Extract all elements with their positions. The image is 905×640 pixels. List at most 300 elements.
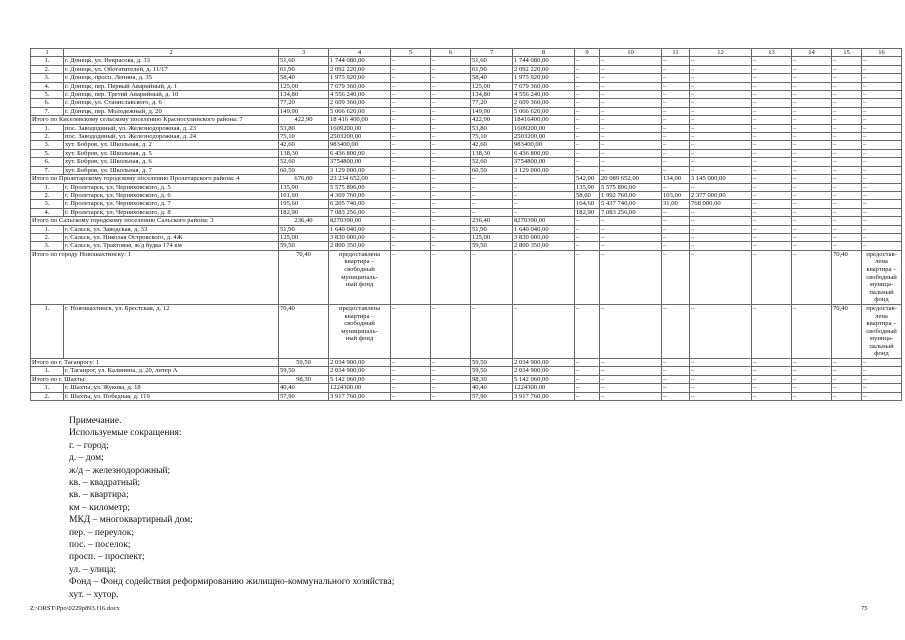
table-cell: 768 000,00 — [690, 200, 752, 208]
table-cell: 149,90 — [471, 107, 513, 115]
table-cell: 1 973 920,00 — [513, 74, 575, 82]
table-cell: 134,80 — [471, 91, 513, 99]
table-cell: – — [513, 200, 575, 208]
row-number-cell: 1. — [31, 57, 64, 65]
table-cell: – — [575, 250, 600, 304]
table-cell: – — [662, 57, 690, 65]
table-cell: 236,40 — [279, 217, 329, 225]
table-cell: 53,80 — [279, 124, 329, 132]
table-cell: – — [690, 367, 752, 375]
table-cell: – — [752, 208, 792, 216]
table-cell: – — [690, 141, 752, 149]
table-cell: 58,40 — [471, 74, 513, 82]
table-cell: 125,00 — [279, 82, 329, 90]
table-header-row — [31, 49, 902, 57]
table-cell: – — [690, 384, 752, 392]
row-number-cell: 3. — [31, 141, 64, 149]
table-cell: – — [862, 116, 902, 124]
table-cell: – — [600, 217, 662, 225]
housing-table — [30, 48, 902, 401]
table-cell: 51,60 — [279, 57, 329, 65]
table-row — [31, 82, 902, 90]
row-number-cell: 6. — [31, 99, 64, 107]
table-cell: – — [862, 91, 902, 99]
table-cell: – — [862, 124, 902, 132]
table-cell: – — [792, 175, 832, 183]
table-row — [31, 158, 902, 166]
table-cell: 18416400,00 — [513, 116, 575, 124]
column-number-header: 13 — [752, 49, 792, 57]
table-cell: 23 234 652,00 — [329, 175, 391, 183]
table-cell: – — [431, 91, 471, 99]
row-number-cell: 2. — [31, 191, 64, 199]
address-cell: г. Сальск, ул. Трактовая, ж/д будка 174 км — [64, 242, 279, 250]
table-cell: – — [431, 57, 471, 65]
table-cell: – — [690, 225, 752, 233]
table-cell: – — [391, 82, 431, 90]
table-cell: – — [662, 91, 690, 99]
subtotal-label: Итого по городу Новошахтинску: 1 — [31, 250, 279, 304]
row-number-cell: 3. — [31, 200, 64, 208]
table-cell: – — [662, 107, 690, 115]
row-number-cell: 1. — [31, 225, 64, 233]
table-cell: 1 973 920,00 — [329, 74, 391, 82]
table-cell: – — [662, 217, 690, 225]
table-cell: – — [752, 384, 792, 392]
table-cell: – — [752, 200, 792, 208]
table-cell: 7 083 256,00 — [600, 208, 662, 216]
table-cell: – — [690, 166, 752, 174]
table-cell: – — [862, 242, 902, 250]
table-cell: предоставлена квартира – свободный муниципаль- ный фонд — [329, 304, 391, 358]
table-cell: 53,80 — [471, 124, 513, 132]
table-cell: – — [513, 175, 575, 183]
table-cell: – — [431, 304, 471, 358]
table-cell: 59,50 — [279, 359, 329, 367]
column-number-header: 10 — [600, 49, 662, 57]
table-cell: – — [752, 233, 792, 241]
table-row — [31, 74, 902, 82]
table-cell: 422,90 — [279, 116, 329, 124]
table-cell: – — [431, 250, 471, 304]
table-cell: 983400,00 — [329, 141, 391, 149]
table-cell: – — [832, 149, 862, 157]
table-cell: – — [391, 166, 431, 174]
note-line: км – километр; — [69, 502, 131, 513]
table-cell: – — [752, 141, 792, 149]
table-row — [31, 225, 902, 233]
table-cell: 8270390,00 — [513, 217, 575, 225]
table-cell: 52,60 — [279, 158, 329, 166]
table-cell: – — [792, 217, 832, 225]
table-cell: 77,20 — [279, 99, 329, 107]
note-line: Используемые сокращения: — [69, 428, 182, 439]
table-cell: – — [752, 116, 792, 124]
table-cell: 125,00 — [279, 233, 329, 241]
table-cell: – — [471, 183, 513, 191]
table-cell: 42,60 — [471, 141, 513, 149]
table-cell: – — [862, 82, 902, 90]
table-cell: 1 640 040,00 — [329, 225, 391, 233]
table-cell: – — [575, 384, 600, 392]
table-cell: 40,40 — [471, 384, 513, 392]
table-cell: – — [391, 384, 431, 392]
table-cell: – — [391, 191, 431, 199]
table-row — [31, 367, 902, 375]
column-number-header: 5 — [391, 49, 431, 57]
table-cell: – — [600, 384, 662, 392]
table-cell: – — [832, 158, 862, 166]
table-cell: 195,60 — [279, 200, 329, 208]
table-cell: предостав- лена квартира – свободный муница- пальный фонд — [862, 250, 902, 304]
table-cell: – — [431, 116, 471, 124]
table-cell: – — [832, 74, 862, 82]
table-cell: – — [431, 208, 471, 216]
table-row — [31, 233, 902, 241]
table-row — [31, 166, 902, 174]
table-cell: – — [662, 233, 690, 241]
address-cell: пос. Завододнный, ул. Железнодорожная, д. 24 — [64, 133, 279, 141]
subtotal-label: Итого по г. Шахты: — [31, 375, 279, 383]
table-cell: 31,00 — [662, 200, 690, 208]
table-cell: – — [391, 158, 431, 166]
table-cell: – — [600, 158, 662, 166]
table-cell: 2 034 900,00 — [513, 367, 575, 375]
table-cell: – — [431, 384, 471, 392]
table-cell: – — [662, 384, 690, 392]
table-cell: – — [471, 175, 513, 183]
table-cell: – — [862, 233, 902, 241]
table-cell: 676,00 — [279, 175, 329, 183]
row-number-cell: 1. — [31, 124, 64, 132]
table-cell: – — [832, 141, 862, 149]
table-cell: – — [862, 367, 902, 375]
table-cell: предоставлена квартира – свободный муниципаль- ный фонд — [329, 250, 391, 304]
table-row — [31, 191, 902, 199]
table-cell: – — [431, 242, 471, 250]
table-cell: – — [792, 225, 832, 233]
table-cell: 182,90 — [575, 208, 600, 216]
table-cell: 542,00 — [575, 175, 600, 183]
table-cell: – — [690, 133, 752, 141]
table-cell: – — [662, 158, 690, 166]
table-cell: – — [832, 99, 862, 107]
table-cell: 134,80 — [279, 91, 329, 99]
table-cell: – — [662, 225, 690, 233]
table-cell: – — [792, 82, 832, 90]
table-cell: – — [690, 183, 752, 191]
table-cell: – — [792, 124, 832, 132]
table-cell: 1 744 080,00 — [329, 57, 391, 65]
table-cell: – — [690, 392, 752, 400]
table-cell: – — [431, 99, 471, 107]
note-line: МКД – многоквартирный дом; — [69, 515, 193, 526]
table-row — [31, 57, 902, 65]
table-cell: – — [471, 208, 513, 216]
table-cell: – — [832, 133, 862, 141]
column-number-header: 2 — [64, 49, 279, 57]
table-cell: 1609200,00 — [513, 124, 575, 132]
table-cell: – — [752, 225, 792, 233]
table-cell: – — [662, 141, 690, 149]
table-cell: – — [391, 304, 431, 358]
row-number-cell: 4. — [31, 82, 64, 90]
table-cell: – — [862, 133, 902, 141]
table-cell: – — [690, 107, 752, 115]
row-number-cell: 7. — [31, 166, 64, 174]
table-cell: – — [575, 107, 600, 115]
table-cell: – — [431, 191, 471, 199]
row-number-cell: 4. — [31, 208, 64, 216]
row-number-cell: 1. — [31, 183, 64, 191]
table-cell: – — [575, 82, 600, 90]
table-cell: – — [431, 233, 471, 241]
table-cell: – — [832, 183, 862, 191]
table-cell: – — [431, 107, 471, 115]
table-cell: – — [792, 359, 832, 367]
table-cell: 5 575 896,00 — [329, 183, 391, 191]
note-line: ул. – улица; — [69, 564, 117, 575]
column-number-header: 7 — [471, 49, 513, 57]
table-cell: 98,30 — [471, 375, 513, 383]
table-cell: – — [431, 149, 471, 157]
table-cell: – — [792, 57, 832, 65]
table-cell: – — [662, 149, 690, 157]
table-cell: – — [391, 107, 431, 115]
table-cell: – — [575, 91, 600, 99]
table-cell: – — [391, 133, 431, 141]
table-cell: 182,90 — [279, 208, 329, 216]
table-cell: 5 142 060,00 — [513, 375, 575, 383]
column-number-header: 8 — [513, 49, 575, 57]
table-cell: 59,50 — [471, 359, 513, 367]
subtotal-label: Итого по Сальскому городскому поселению Сальского района: 3 — [31, 217, 279, 225]
table-cell: – — [662, 116, 690, 124]
table-cell: – — [690, 74, 752, 82]
table-cell: 8270390,00 — [329, 217, 391, 225]
table-cell: – — [662, 82, 690, 90]
table-cell: – — [792, 367, 832, 375]
table-cell: 3 145 000,00 — [690, 175, 752, 183]
table-row — [31, 200, 902, 208]
table-cell: 1609200,00 — [329, 124, 391, 132]
table-cell: – — [575, 166, 600, 174]
table-cell: – — [575, 242, 600, 250]
table-cell: – — [752, 191, 792, 199]
table-row — [31, 304, 902, 358]
table-cell: – — [752, 65, 792, 73]
table-cell: – — [513, 183, 575, 191]
table-cell: – — [832, 91, 862, 99]
address-cell: г. Пролетарск, ул. Черняховского, д. 5 — [64, 183, 279, 191]
table-row — [31, 99, 902, 107]
table-cell: 75,10 — [471, 133, 513, 141]
table-cell: – — [862, 65, 902, 73]
table-cell: – — [431, 375, 471, 383]
table-cell: 2503200,00 — [329, 133, 391, 141]
table-cell: – — [690, 116, 752, 124]
address-cell: г. Пролетарск, ул. Черняховского, д. 7 — [64, 200, 279, 208]
table-cell: – — [832, 242, 862, 250]
table-cell: – — [600, 82, 662, 90]
table-cell: – — [862, 208, 902, 216]
table-cell: – — [832, 375, 862, 383]
address-cell: г. Донецк, пер. Молодежный, д. 20 — [64, 107, 279, 115]
table-cell: – — [690, 91, 752, 99]
column-number-header: 4 — [329, 49, 391, 57]
table-cell: – — [792, 384, 832, 392]
table-row — [31, 133, 902, 141]
table-cell: 59,50 — [471, 242, 513, 250]
table-cell: – — [391, 74, 431, 82]
address-cell: г. Новошахтинск, ул. Брестская, д. 12 — [64, 304, 279, 358]
table-cell: – — [832, 57, 862, 65]
table-cell: – — [752, 367, 792, 375]
table-cell: – — [575, 65, 600, 73]
table-cell: – — [600, 149, 662, 157]
table-cell: – — [862, 191, 902, 199]
row-number-cell: 6. — [31, 158, 64, 166]
table-cell: – — [752, 250, 792, 304]
table-cell: 3 917 760,00 — [329, 392, 391, 400]
note-line: д. – дом; — [69, 453, 104, 464]
table-cell: – — [792, 166, 832, 174]
table-cell: 2503200,00 — [513, 133, 575, 141]
table-cell: – — [575, 217, 600, 225]
table-cell: – — [792, 233, 832, 241]
column-number-header: 1 — [31, 49, 64, 57]
table-cell: – — [662, 166, 690, 174]
address-cell: пос. Завододнный, ул. Железнодорожная, д. 23 — [64, 124, 279, 132]
table-cell: – — [575, 149, 600, 157]
table-cell: 59,50 — [279, 367, 329, 375]
table-cell: – — [391, 392, 431, 400]
table-cell: – — [832, 175, 862, 183]
table-row — [31, 65, 902, 73]
table-cell: – — [792, 149, 832, 157]
table-cell: – — [575, 124, 600, 132]
table-cell: 3754800,00 — [329, 158, 391, 166]
table-cell: – — [600, 375, 662, 383]
column-number-header: 3 — [279, 49, 329, 57]
row-number-cell: 2. — [31, 233, 64, 241]
table-cell: – — [862, 392, 902, 400]
table-cell: – — [431, 359, 471, 367]
table-cell: – — [792, 99, 832, 107]
table-row — [31, 107, 902, 115]
table-cell: – — [832, 384, 862, 392]
table-row — [31, 208, 902, 216]
table-cell: – — [391, 233, 431, 241]
table-cell: – — [391, 91, 431, 99]
table-cell: 134,00 — [662, 175, 690, 183]
table-cell: – — [832, 392, 862, 400]
subtotal-row — [31, 250, 902, 304]
footer-file-path: Z:\ORST\Ppo\0229p893.f16.docx — [30, 605, 120, 612]
table-cell: – — [752, 107, 792, 115]
row-number-cell: 1. — [31, 384, 64, 392]
table-cell: 70,40 — [279, 304, 329, 358]
table-cell: – — [862, 99, 902, 107]
table-cell: – — [792, 191, 832, 199]
table-cell: – — [600, 225, 662, 233]
table-cell: – — [662, 392, 690, 400]
table-cell: – — [690, 82, 752, 90]
table-cell: 59,50 — [471, 367, 513, 375]
table-cell: – — [431, 124, 471, 132]
column-number-header: 6 — [431, 49, 471, 57]
subtotal-row — [31, 217, 902, 225]
table-cell: – — [431, 392, 471, 400]
table-cell: – — [662, 242, 690, 250]
table-cell: – — [792, 116, 832, 124]
address-cell: г. Донецк, пер. Первый Аварийный, д. 1 — [64, 82, 279, 90]
table-cell: – — [575, 74, 600, 82]
table-cell: – — [792, 250, 832, 304]
table-cell: – — [600, 141, 662, 149]
table-cell: – — [391, 225, 431, 233]
table-cell: – — [600, 304, 662, 358]
note-line: пер. – переулок; — [69, 527, 135, 538]
table-cell: – — [690, 124, 752, 132]
table-cell: – — [662, 133, 690, 141]
row-number-cell: 3. — [31, 74, 64, 82]
table-cell: 3 129 000,00 — [513, 166, 575, 174]
table-cell: – — [792, 375, 832, 383]
table-cell: 125,00 — [471, 82, 513, 90]
table-cell: 161,60 — [279, 191, 329, 199]
address-cell: г. Таганрог, ул. Калинина, д. 20, литер А — [64, 367, 279, 375]
table-cell: – — [600, 107, 662, 115]
table-cell: – — [832, 191, 862, 199]
table-cell: – — [792, 141, 832, 149]
table-cell: 2 092 220,00 — [329, 65, 391, 73]
row-number-cell: 5. — [31, 91, 64, 99]
table-cell: 422,90 — [471, 116, 513, 124]
address-cell: г. Шахты, ул. Жукова, д. 18 — [64, 384, 279, 392]
table-cell: 3754800,00 — [513, 158, 575, 166]
table-cell: – — [391, 367, 431, 375]
table-cell: 51,60 — [471, 57, 513, 65]
table-cell: 2 800 350,00 — [329, 242, 391, 250]
subtotal-label: Итого по Киселевскому сельскому поселению Красносулинского района: 7 — [31, 116, 279, 124]
table-cell: – — [575, 359, 600, 367]
table-cell: 61,90 — [471, 65, 513, 73]
table-cell: – — [471, 200, 513, 208]
table-cell: 5 437 740,00 — [600, 200, 662, 208]
table-cell: – — [792, 158, 832, 166]
table-cell: – — [862, 217, 902, 225]
table-cell: 51,90 — [279, 225, 329, 233]
table-cell: 236,40 — [471, 217, 513, 225]
table-cell: – — [862, 183, 902, 191]
note-line: г. – город; — [69, 440, 109, 451]
table-cell: – — [690, 57, 752, 65]
table-cell: – — [600, 250, 662, 304]
table-cell: 70,40 — [279, 250, 329, 304]
table-cell: – — [471, 250, 513, 304]
table-cell: – — [391, 124, 431, 132]
table-cell: 57,90 — [471, 392, 513, 400]
table-cell: 57,90 — [279, 392, 329, 400]
table-cell: 60,50 — [471, 166, 513, 174]
row-number-cell: 7. — [31, 107, 64, 115]
address-cell: хут. Бобров, ул. Школьная, д. 7 — [64, 166, 279, 174]
table-cell: – — [600, 392, 662, 400]
table-cell: – — [832, 65, 862, 73]
table-cell: – — [391, 175, 431, 183]
table-cell: – — [600, 57, 662, 65]
